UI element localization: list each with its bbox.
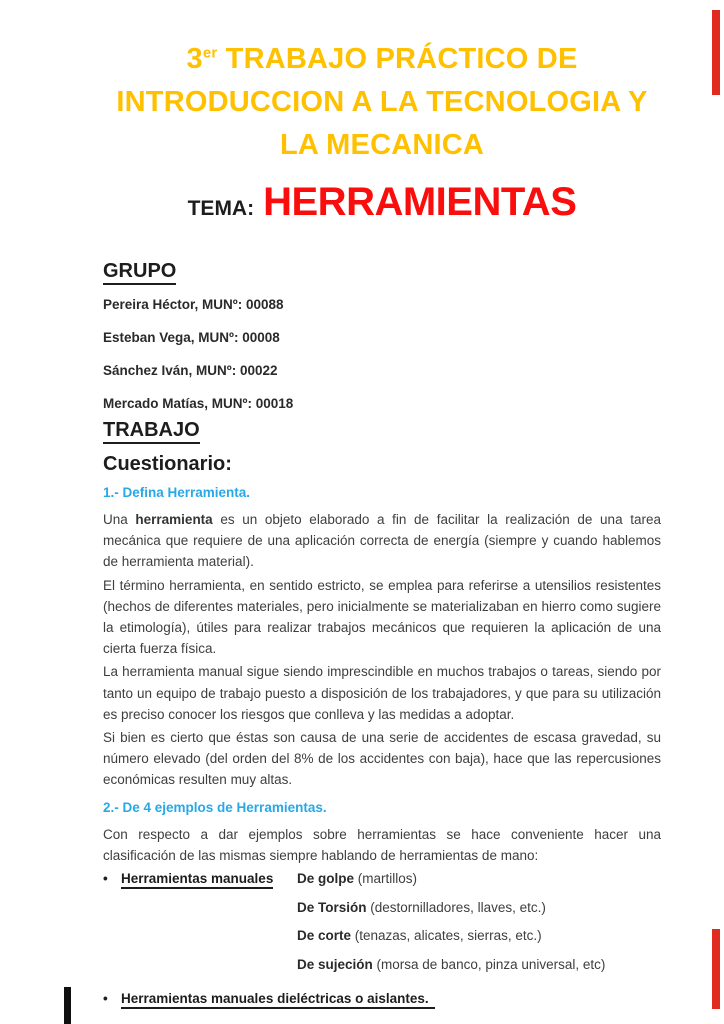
ordinal-superscript: er xyxy=(202,44,218,62)
member-line: Pereira Héctor, MUNº: 00088 xyxy=(103,297,284,312)
bullet-list xyxy=(103,868,661,1009)
example-detail: (morsa de banco, pinza universal, etc) xyxy=(372,957,606,973)
bullet-label-text: Herramientas manuales xyxy=(121,871,273,889)
page-content xyxy=(0,38,724,1009)
trabajo-heading-text: TRABAJO xyxy=(103,419,200,444)
edge-mark-top-right xyxy=(712,10,720,95)
member-line: Sánchez Iván, MUNº: 00022 xyxy=(103,363,278,378)
example-row xyxy=(297,925,661,946)
cuestionario-heading: Cuestionario: xyxy=(103,453,232,475)
example-detail: (martillos) xyxy=(354,871,418,887)
bullet-label-text: Herramientas manuales dieléctricas o aislantes. xyxy=(121,991,435,1009)
title-line-1-rest: TRABAJO PRÁCTICO DE xyxy=(217,43,578,75)
bullet-item-dielectricas xyxy=(103,988,661,1009)
bullet-label-manuales xyxy=(121,868,297,889)
example-type: De sujeción xyxy=(297,957,373,973)
tema-line xyxy=(103,178,661,235)
tema-label: TEMA: xyxy=(187,197,255,220)
question-2-heading: 2.- De 4 ejemplos de Herramientas. xyxy=(103,799,327,815)
bullet-label-dielectricas xyxy=(121,988,661,1009)
example-row xyxy=(297,954,661,975)
paragraph-manual: La herramienta manual sigue siendo imprescindible en muchos trabajos o tareas, siendo por tanto un equipo de trabajo puesto a disposición de los trabajadores, y que para su utilización es preciso conocer los riesgos que conlleva y las medidas a adoptar. xyxy=(103,664,661,722)
example-detail: (destornilladores, llaves, etc.) xyxy=(366,899,546,915)
example-type: De Torsión xyxy=(297,899,367,915)
grupo-heading xyxy=(103,259,661,283)
paragraph-intro-ejemplos: Con respecto a dar ejemplos sobre herramientas se hace conveniente hacer una clasificación de las mismas siempre hablando de herramientas de mano: xyxy=(103,826,661,863)
grupo-heading-text: GRUPO xyxy=(103,260,176,285)
tema-value: HERRAMIENTAS xyxy=(263,180,577,224)
example-detail: (tenazas, alicates, sierras, etc.) xyxy=(351,928,542,944)
document-title xyxy=(103,38,661,167)
example-row xyxy=(297,897,661,918)
member-line: Esteban Vega, MUNº: 00008 xyxy=(103,330,280,345)
paragraph-text: Una xyxy=(103,512,136,527)
title-line-2: INTRODUCCION A LA TECNOLOGIA Y xyxy=(116,86,648,118)
bullet-icon: • xyxy=(103,990,108,1006)
trabajo-heading xyxy=(103,418,661,442)
paragraph-definition xyxy=(103,509,661,573)
example-type: De corte xyxy=(297,928,352,944)
title-number: 3 xyxy=(186,43,203,75)
corner-mark-bottom-left xyxy=(64,987,71,1024)
question-1-heading: 1.- Defina Herramienta. xyxy=(103,485,251,500)
example-type: De golpe xyxy=(297,871,355,887)
member-line: Mercado Matías, MUNº: 00018 xyxy=(103,396,294,411)
paragraph-termino: El término herramienta, en sentido estricto, se emplea para referirse a utensilios resistentes (hechos de diferentes materiales, pero inicialmente se materializaban en hierro como sugiere la etimología), útiles para realizar trabajos mecánicos que requieren la aplicación de una cierta fuerza física. xyxy=(103,577,661,657)
title-line-3: LA MECANICA xyxy=(279,129,485,161)
paragraph-text: es un objeto elaborado a fin de facilitar la realización de una tarea mecánica que requiere de una aplicación correcta de energía (siempre y cuando hablemos de herramienta material). xyxy=(103,512,661,570)
title-line-1 xyxy=(103,38,661,81)
paragraph-accidentes: Si bien es cierto que éstas son causa de una serie de accidentes de escasa gravedad, su número elevado (del orden del 8% de los accidentes con baja), hace que las repercusiones económicas resulten muy altas. xyxy=(103,730,661,788)
bullet-icon: • xyxy=(103,871,108,887)
bold-term: herramienta xyxy=(135,512,213,527)
example-row xyxy=(297,868,661,889)
examples-column xyxy=(297,868,661,983)
edge-mark-bottom-right xyxy=(712,929,720,1009)
bullet-item-manuales xyxy=(103,868,661,983)
